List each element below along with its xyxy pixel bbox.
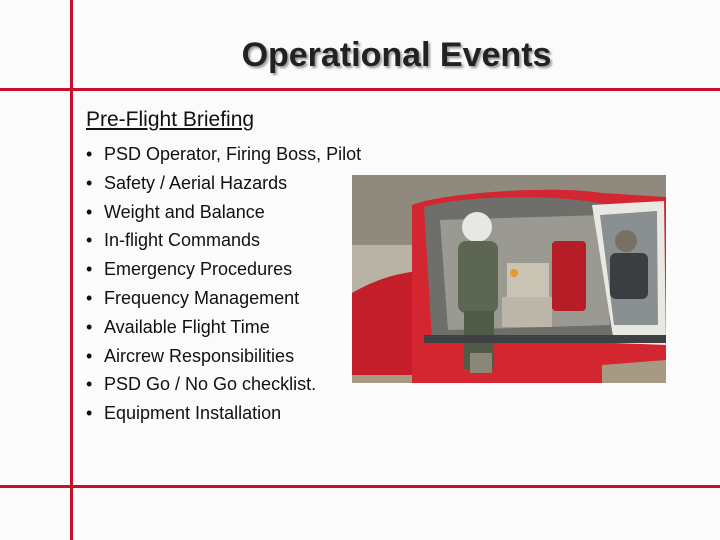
- bullet-item: • Weight and Balance: [86, 198, 361, 227]
- bullet-item: • Emergency Procedures: [86, 255, 361, 284]
- bullet-item: • PSD Go / No Go checklist.: [86, 370, 361, 399]
- bullet-item: • Available Flight Time: [86, 313, 361, 342]
- top-red-rule: [0, 88, 720, 91]
- bullet-item: • Frequency Management: [86, 284, 361, 313]
- bullet-item: • Safety / Aerial Hazards: [86, 169, 361, 198]
- helicopter-photo: [352, 175, 666, 383]
- bullet-item: • Aircrew Responsibilities: [86, 342, 361, 371]
- bullet-item: • In-flight Commands: [86, 226, 361, 255]
- bullet-item: • PSD Operator, Firing Boss, Pilot: [86, 140, 361, 169]
- slide-title: Operational Events: [241, 36, 552, 74]
- bullet-item: • Equipment Installation: [86, 399, 361, 428]
- bottom-red-rule: [0, 485, 720, 488]
- vertical-red-rule: [70, 0, 73, 540]
- bullet-list: [86, 140, 361, 428]
- slide-subtitle: Pre-Flight Briefing: [86, 108, 255, 131]
